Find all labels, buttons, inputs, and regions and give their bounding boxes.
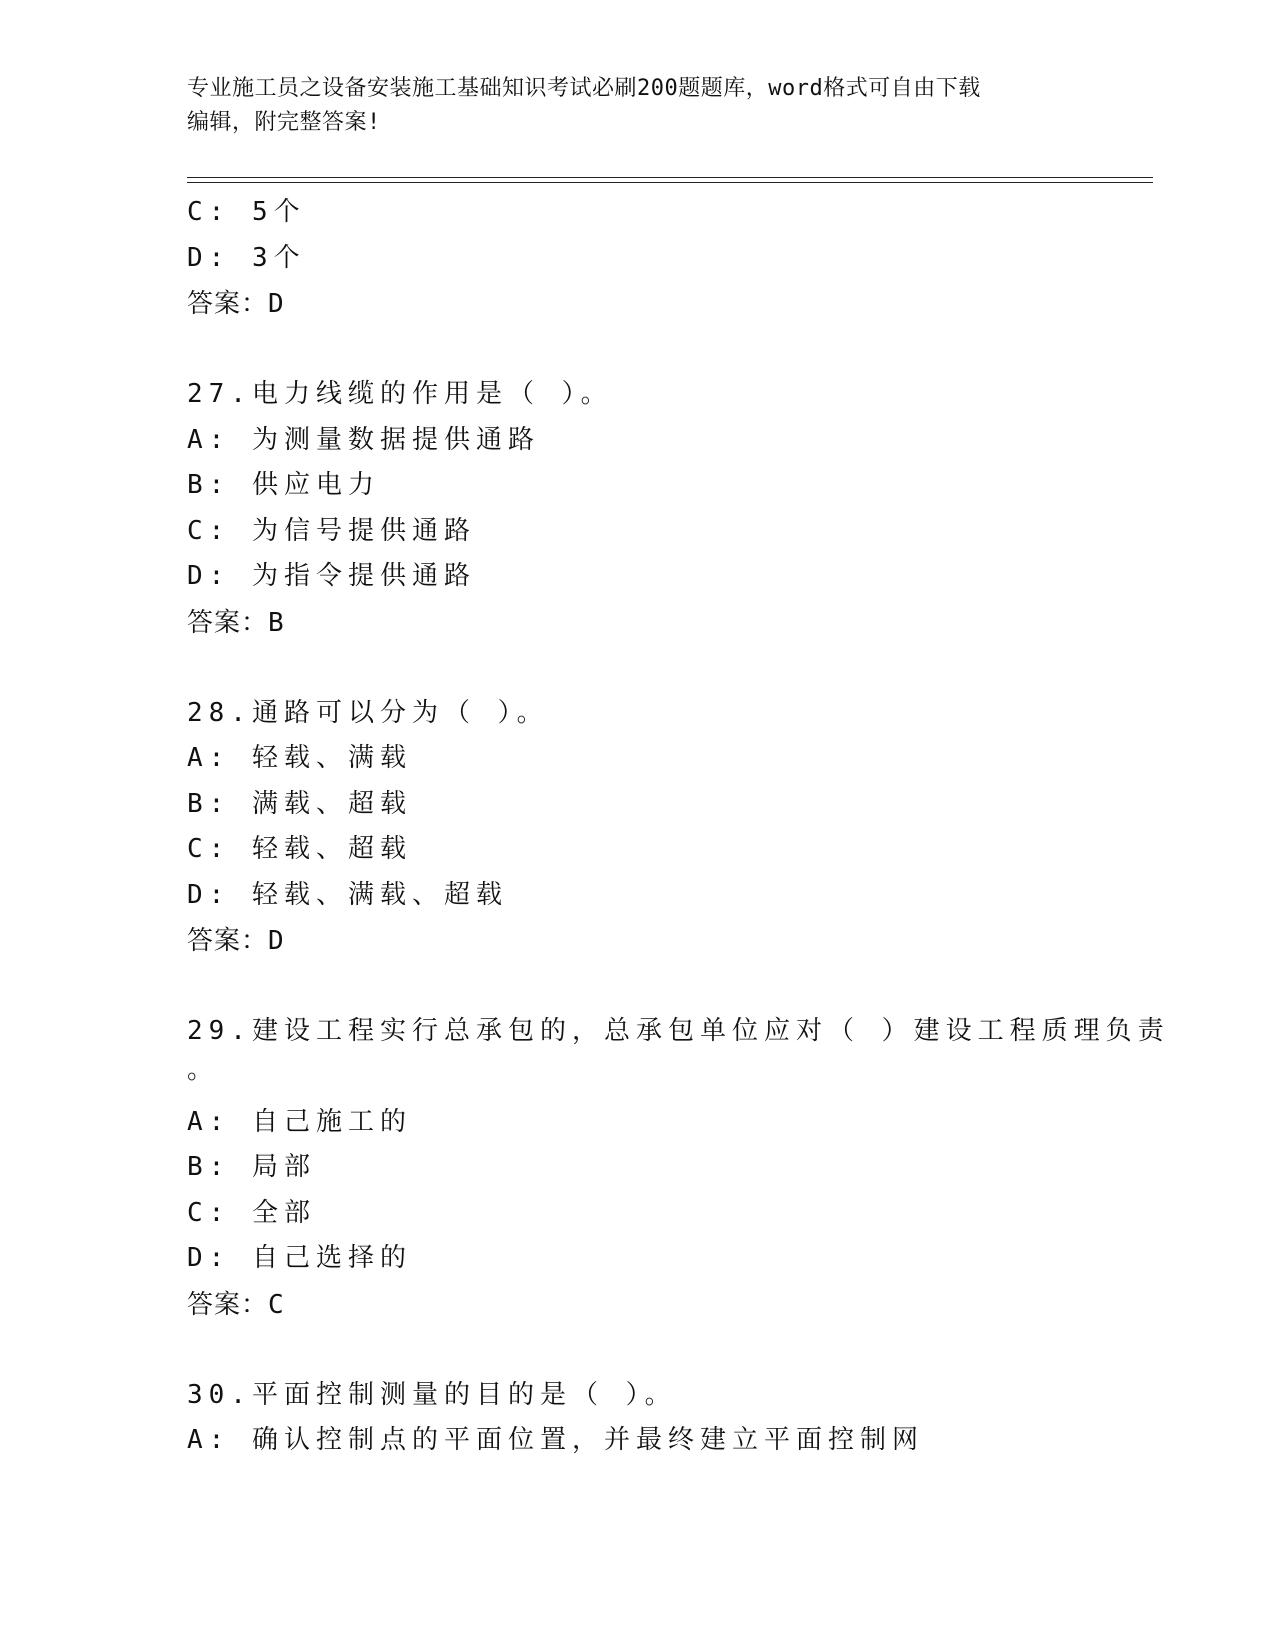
option-c: C: 全部: [187, 1197, 316, 1228]
option-d: D: 自己选择的: [187, 1243, 412, 1273]
document-header: [187, 72, 1087, 140]
question-stem: 27.电力线缆的作用是（ ）。: [187, 379, 613, 409]
question-list: [187, 190, 1170, 1464]
option-b: B: 供应电力: [187, 470, 380, 500]
option-c: C: 5个: [187, 197, 306, 227]
option-c: C: 为信号提供通路: [187, 515, 476, 546]
header-rule-bottom: [187, 182, 1153, 183]
header-title-line-2: 编辑，附完整答案!: [187, 110, 381, 135]
option-a: A: 轻载、满载: [187, 743, 412, 773]
answer-line: 答案：B: [187, 607, 285, 638]
question-stem: 28.通路可以分为（ ）。: [187, 697, 549, 728]
option-d: D: 轻载、满载、超载: [187, 879, 508, 910]
option-d: D: 为指令提供通路: [187, 561, 476, 591]
option-b: B: 局部: [187, 1152, 316, 1182]
option-d: D: 3个: [187, 242, 306, 273]
option-a: A: 自己施工的: [187, 1106, 412, 1137]
header-title-line-1: 专业施工员之设备安装施工基础知识考试必刷200题题库，word格式可自由下载: [187, 76, 981, 101]
option-a: A: 确认控制点的平面位置，并最终建立平面控制网: [187, 1425, 924, 1455]
question-stem: 30.平面控制测量的目的是（ ）。: [187, 1379, 677, 1410]
question-block-27: [187, 372, 1087, 646]
answer-line: 答案：C: [187, 1289, 285, 1320]
answer-line: 答案：D: [187, 289, 285, 319]
question-stem: 29.建设工程实行总承包的，总承包单位应对（ ）建设工程质理负责: [187, 1016, 1170, 1046]
answer-line: 答案：D: [187, 926, 285, 956]
question-stem-continuation: 。: [187, 1054, 220, 1085]
question-block-29: [187, 1009, 1170, 1328]
question-block-28: [187, 691, 1087, 965]
option-a: A: 为测量数据提供通路: [187, 424, 540, 455]
header-rule-top: [187, 177, 1153, 178]
option-c: C: 轻载、超载: [187, 834, 412, 864]
question-block-26: [187, 190, 1087, 327]
question-block-30: [187, 1373, 1087, 1464]
option-b: B: 满载、超载: [187, 788, 412, 819]
